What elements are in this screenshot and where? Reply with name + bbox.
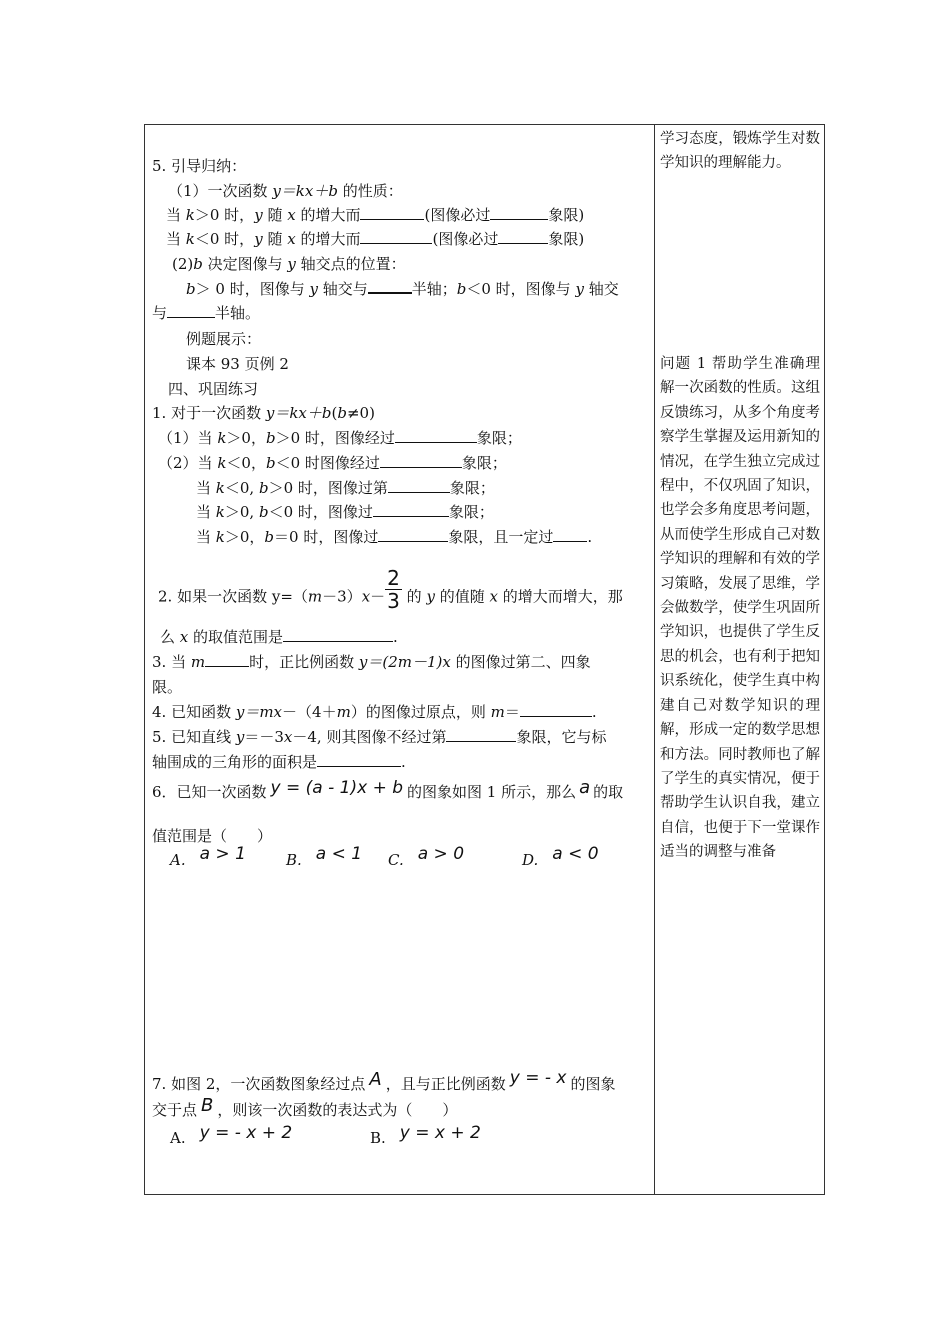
q5-line2: 轴围成的三角形的面积是 . [152, 753, 406, 771]
answer-blank[interactable] [520, 702, 592, 717]
q6-line2: 值范围是（ ） [152, 827, 273, 845]
q7-option-b: B. y = x + 2 [370, 1123, 481, 1147]
side-note-main: 问题 1 帮助学生准确理解一次函数的性质。这组反馈练习，从多个角度考察学生掌握及运用新知的情况，在学生独立完成过程中，不仅巩固了知识，也学会多角度思考问题，从而使学生形成自己对数学知识的理解和有效的学习策略，发展了思维，学会做数学，使学生巩固所学知识，也提供了学生反思的机会，也有利于把知识系统化，使学生真中构建自己对数学知识的理解，形成一定的数学思想和方法。同时教师也了解了学生的真实情况，便于帮助学生认识自我，建立自信，也便于下一堂课作适当的调整与准备 [660, 356, 820, 861]
answer-blank[interactable] [360, 205, 424, 220]
side-note-top: 学习态度，锻炼学生对数学知识的理解能力。 [660, 131, 820, 172]
example-title: 例题展示： [186, 330, 262, 348]
fraction-two-thirds: $\frac{2}{3}$ [387, 566, 400, 613]
answer-blank[interactable] [490, 205, 548, 220]
q6-option-c: C. a > 0 [388, 844, 465, 869]
b-position-heading: (2)b 决定图像与 y 轴交点的位置： [172, 255, 406, 273]
k-positive-line: 当 k＞0 时，y 随 x 的增大而 (图像必过 象限) [166, 206, 585, 224]
q6-option-b: B. a < 1 [286, 844, 363, 869]
q5-line1: 5. 已知直线 y＝－3x－4, 则其图像不经过第 象限，它与标 [152, 728, 607, 746]
answer-blank[interactable] [380, 453, 462, 468]
answer-blank[interactable] [368, 278, 412, 294]
property-heading: （1）一次函数 y＝kx＋b 的性质： [168, 182, 403, 200]
section5-title: 5. 引导归纳： [152, 157, 247, 175]
answer-blank[interactable] [553, 527, 587, 542]
answer-blank[interactable] [395, 428, 477, 443]
q2-line1: 2. 如果一次函数 y=（m－3）x－ $\frac{2}{3}$ 的 y 的值随 x 的增大而增大，那 [158, 566, 623, 613]
q1-part1: （1）当 k＞0，b＞0 时，图像经过 象限； [158, 429, 522, 447]
q1-part3: 当 k＜0, b＞0 时，图像过第 象限； [196, 479, 495, 497]
q2-line2: 么 x 的取值范围是 . [160, 628, 398, 646]
answer-blank[interactable] [373, 502, 449, 517]
answer-blank[interactable] [388, 478, 450, 493]
q7-line2: 交于点 B ，则该一次函数的表达式为（ ） [152, 1095, 458, 1119]
q7-option-a: A. y = - x + 2 [170, 1123, 293, 1147]
section4-title: 四、巩固练习 [168, 380, 259, 398]
answer-blank[interactable] [167, 303, 215, 318]
q3-line2: 限。 [152, 678, 183, 696]
answer-blank[interactable] [317, 752, 401, 767]
answer-blank[interactable] [205, 652, 249, 667]
q6-option-d: D. a < 0 [522, 844, 599, 869]
q1-part2: （2）当 k＜0，b＜0 时图像经过 象限； [158, 454, 507, 472]
q7-line1: 7. 如图 2，一次函数图象经过点 A ，且与正比例函数 y = - x 的图象 [152, 1068, 616, 1093]
answer-blank[interactable] [378, 527, 448, 542]
column-divider [654, 124, 655, 1195]
q4-line: 4. 已知函数 y＝mx－（4＋m）的图像过原点，则 m＝ . [152, 703, 597, 721]
q6-line1: 6．已知一次函数 y = (a - 1)x + b 的图象如图 1 所示，那么 a 的取 [152, 777, 624, 801]
q6-option-a: A. a > 1 [170, 844, 246, 869]
b-line-2: 与 半轴。 [152, 304, 261, 322]
b-line: b＞ 0 时，图像与 y 轴交与 半轴；b＜0 时，图像与 y 轴交 [186, 280, 619, 298]
q1-part4: 当 k＞0, b＜0 时，图像过 象限； [196, 503, 494, 521]
example-ref: 课本 93 页例 2 [186, 355, 289, 373]
answer-blank[interactable] [283, 627, 393, 642]
answer-blank[interactable] [360, 229, 432, 244]
q1-stem: 1. 对于一次函数 y＝kx＋b(b≠0) [152, 404, 375, 422]
answer-blank[interactable] [446, 727, 516, 742]
q3-line1: 3. 当 m 时，正比例函数 y＝(2m－1)x 的图像过第二、四象 [152, 653, 591, 671]
q1-part5: 当 k＞0，b＝0 时，图像过 象限，且一定过 . [196, 528, 593, 546]
k-negative-line: 当 k＜0 时，y 随 x 的增大而 (图像必过 象限) [166, 230, 585, 248]
answer-blank[interactable] [498, 229, 548, 244]
